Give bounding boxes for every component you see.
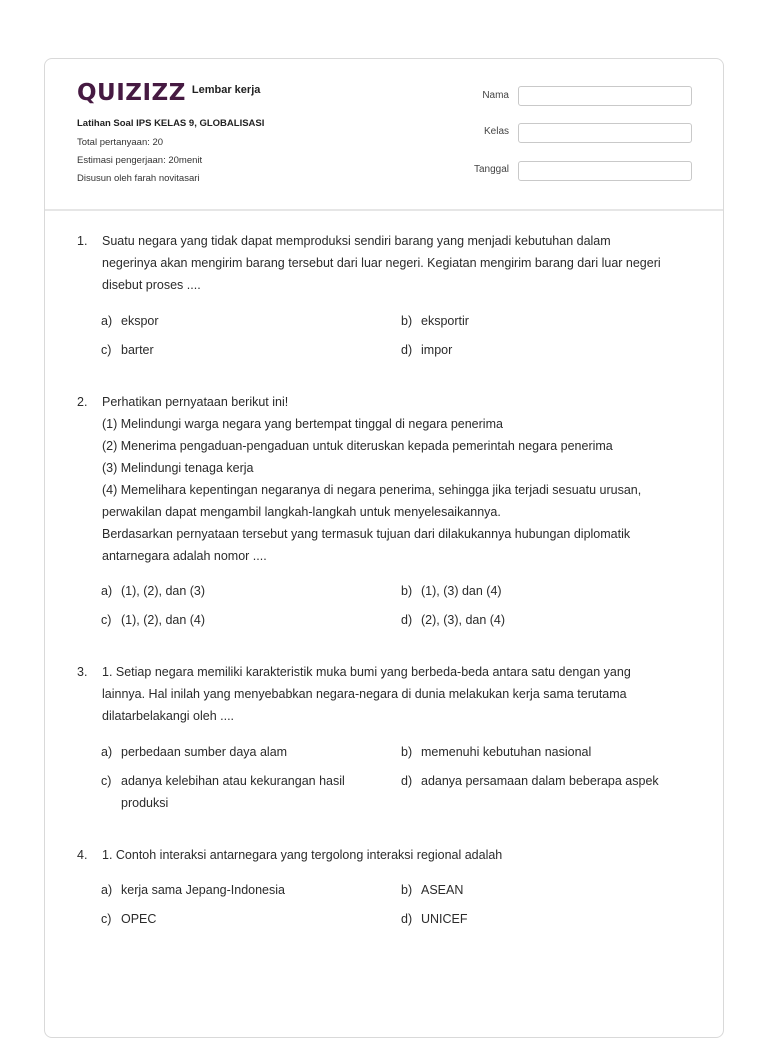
option-text: (1), (2), dan (3) bbox=[121, 584, 206, 598]
question-number: 2. bbox=[77, 395, 88, 409]
option-text: kerja sama Jepang-Indonesia bbox=[121, 883, 285, 897]
worksheet-title: Latihan Soal IPS KELAS 9, GLOBALISASI bbox=[77, 118, 265, 129]
question-line: Perhatikan pernyataan berikut ini! bbox=[102, 395, 289, 409]
question-number: 3. bbox=[77, 665, 88, 679]
question-line: Berdasarkan pernyataan tersebut yang termasuk tujuan dari dilakukannya hubungan diplomatik bbox=[102, 527, 631, 541]
question-text bbox=[102, 844, 692, 866]
question-line: negerinya akan mengirim barang tersebut dari luar negeri. Kegiatan mengirim barang dari luar negeri bbox=[102, 256, 661, 270]
option-letter: c) bbox=[101, 912, 112, 926]
question-line: antarnegara adalah nomor .... bbox=[102, 549, 267, 563]
option-text: memenuhi kebutuhan nasional bbox=[421, 745, 592, 759]
question-line: (1) Melindungi warga negara yang bertempat tinggal di negara penerima bbox=[102, 417, 503, 431]
option-text: adanya persamaan dalam beberapa aspek bbox=[421, 774, 659, 788]
option-letter: d) bbox=[401, 613, 413, 627]
option-text: (1), (2), dan (4) bbox=[121, 613, 206, 627]
option-text: UNICEF bbox=[421, 912, 468, 926]
option-text: (1), (3) dan (4) bbox=[421, 584, 502, 598]
option-text: ASEAN bbox=[421, 883, 464, 897]
option-text: ekspor bbox=[121, 314, 159, 328]
option-text: eksportir bbox=[421, 314, 469, 328]
question-line: disebut proses .... bbox=[102, 278, 201, 292]
name-label: Nama bbox=[482, 90, 509, 101]
class-label: Kelas bbox=[483, 126, 509, 137]
question-line: dilatarbelakangi oleh .... bbox=[102, 709, 235, 723]
worksheet-page bbox=[44, 58, 724, 1038]
option-letter: d) bbox=[401, 343, 413, 357]
question-number: 1. bbox=[77, 234, 88, 248]
option-text: impor bbox=[421, 343, 453, 357]
total-questions: Total pertanyaan: 20 bbox=[77, 137, 164, 148]
question-line: Suatu negara yang tidak dapat memproduksi sendiri barang yang menjadi kebutuhan dalam bbox=[102, 234, 611, 248]
question-line: (2) Menerima pengaduan-pengaduan untuk diteruskan kepada pemerintah negara penerima bbox=[102, 439, 613, 453]
question-number: 4. bbox=[77, 848, 88, 862]
question-line: perwakilan dapat mengambil langkah-langkah untuk menyelesaikannya. bbox=[102, 505, 501, 519]
option-text: OPEC bbox=[121, 912, 157, 926]
class-field[interactable] bbox=[518, 123, 692, 143]
option-letter: b) bbox=[401, 883, 413, 897]
question-text bbox=[102, 391, 692, 567]
question-line: (4) Memelihara kepentingan negaranya di negara penerima, sehingga jika terjadi sesuatu urusan, bbox=[102, 483, 642, 497]
option-text: adanya kelebihan atau kekurangan hasil produksi bbox=[121, 774, 345, 810]
option-text: barter bbox=[121, 343, 154, 357]
option-letter: d) bbox=[401, 912, 413, 926]
option-letter: a) bbox=[101, 584, 113, 598]
option-text: perbedaan sumber daya alam bbox=[121, 745, 288, 759]
option-letter: c) bbox=[101, 613, 112, 627]
question-line: lainnya. Hal inilah yang menyebabkan negara-negara di dunia melakukan kerja sama terutama bbox=[102, 687, 627, 701]
name-field[interactable] bbox=[518, 86, 692, 106]
question-text bbox=[102, 230, 692, 296]
question-text bbox=[102, 661, 692, 727]
option-letter: b) bbox=[401, 314, 413, 328]
option-letter: a) bbox=[101, 883, 113, 897]
option-letter: d) bbox=[401, 774, 413, 788]
question-line: 1. Setiap negara memiliki karakteristik muka bumi yang berbeda-beda antara satu dengan yang bbox=[102, 665, 631, 679]
worksheet-header bbox=[45, 59, 723, 211]
option-letter: a) bbox=[101, 314, 113, 328]
option-text: (2), (3), dan (4) bbox=[421, 613, 506, 627]
option-letter: c) bbox=[101, 774, 112, 788]
estimated-time: Estimasi pengerjaan: 20menit bbox=[77, 155, 203, 166]
author: Disusun oleh farah novitasari bbox=[77, 173, 200, 184]
quizizz-logo: QUIZIZZ bbox=[77, 80, 186, 106]
worksheet-label: Lembar kerja bbox=[191, 84, 261, 96]
option-letter: a) bbox=[101, 745, 113, 759]
date-field[interactable] bbox=[518, 161, 692, 181]
option-letter: c) bbox=[101, 343, 112, 357]
option-letter: b) bbox=[401, 584, 413, 598]
question-line: (3) Melindungi tenaga kerja bbox=[102, 461, 254, 475]
logo-row bbox=[77, 79, 260, 107]
date-label: Tanggal bbox=[473, 164, 509, 175]
question-line: 1. Contoh interaksi antarnegara yang tergolong interaksi regional adalah bbox=[102, 848, 503, 862]
option-letter: b) bbox=[401, 745, 413, 759]
